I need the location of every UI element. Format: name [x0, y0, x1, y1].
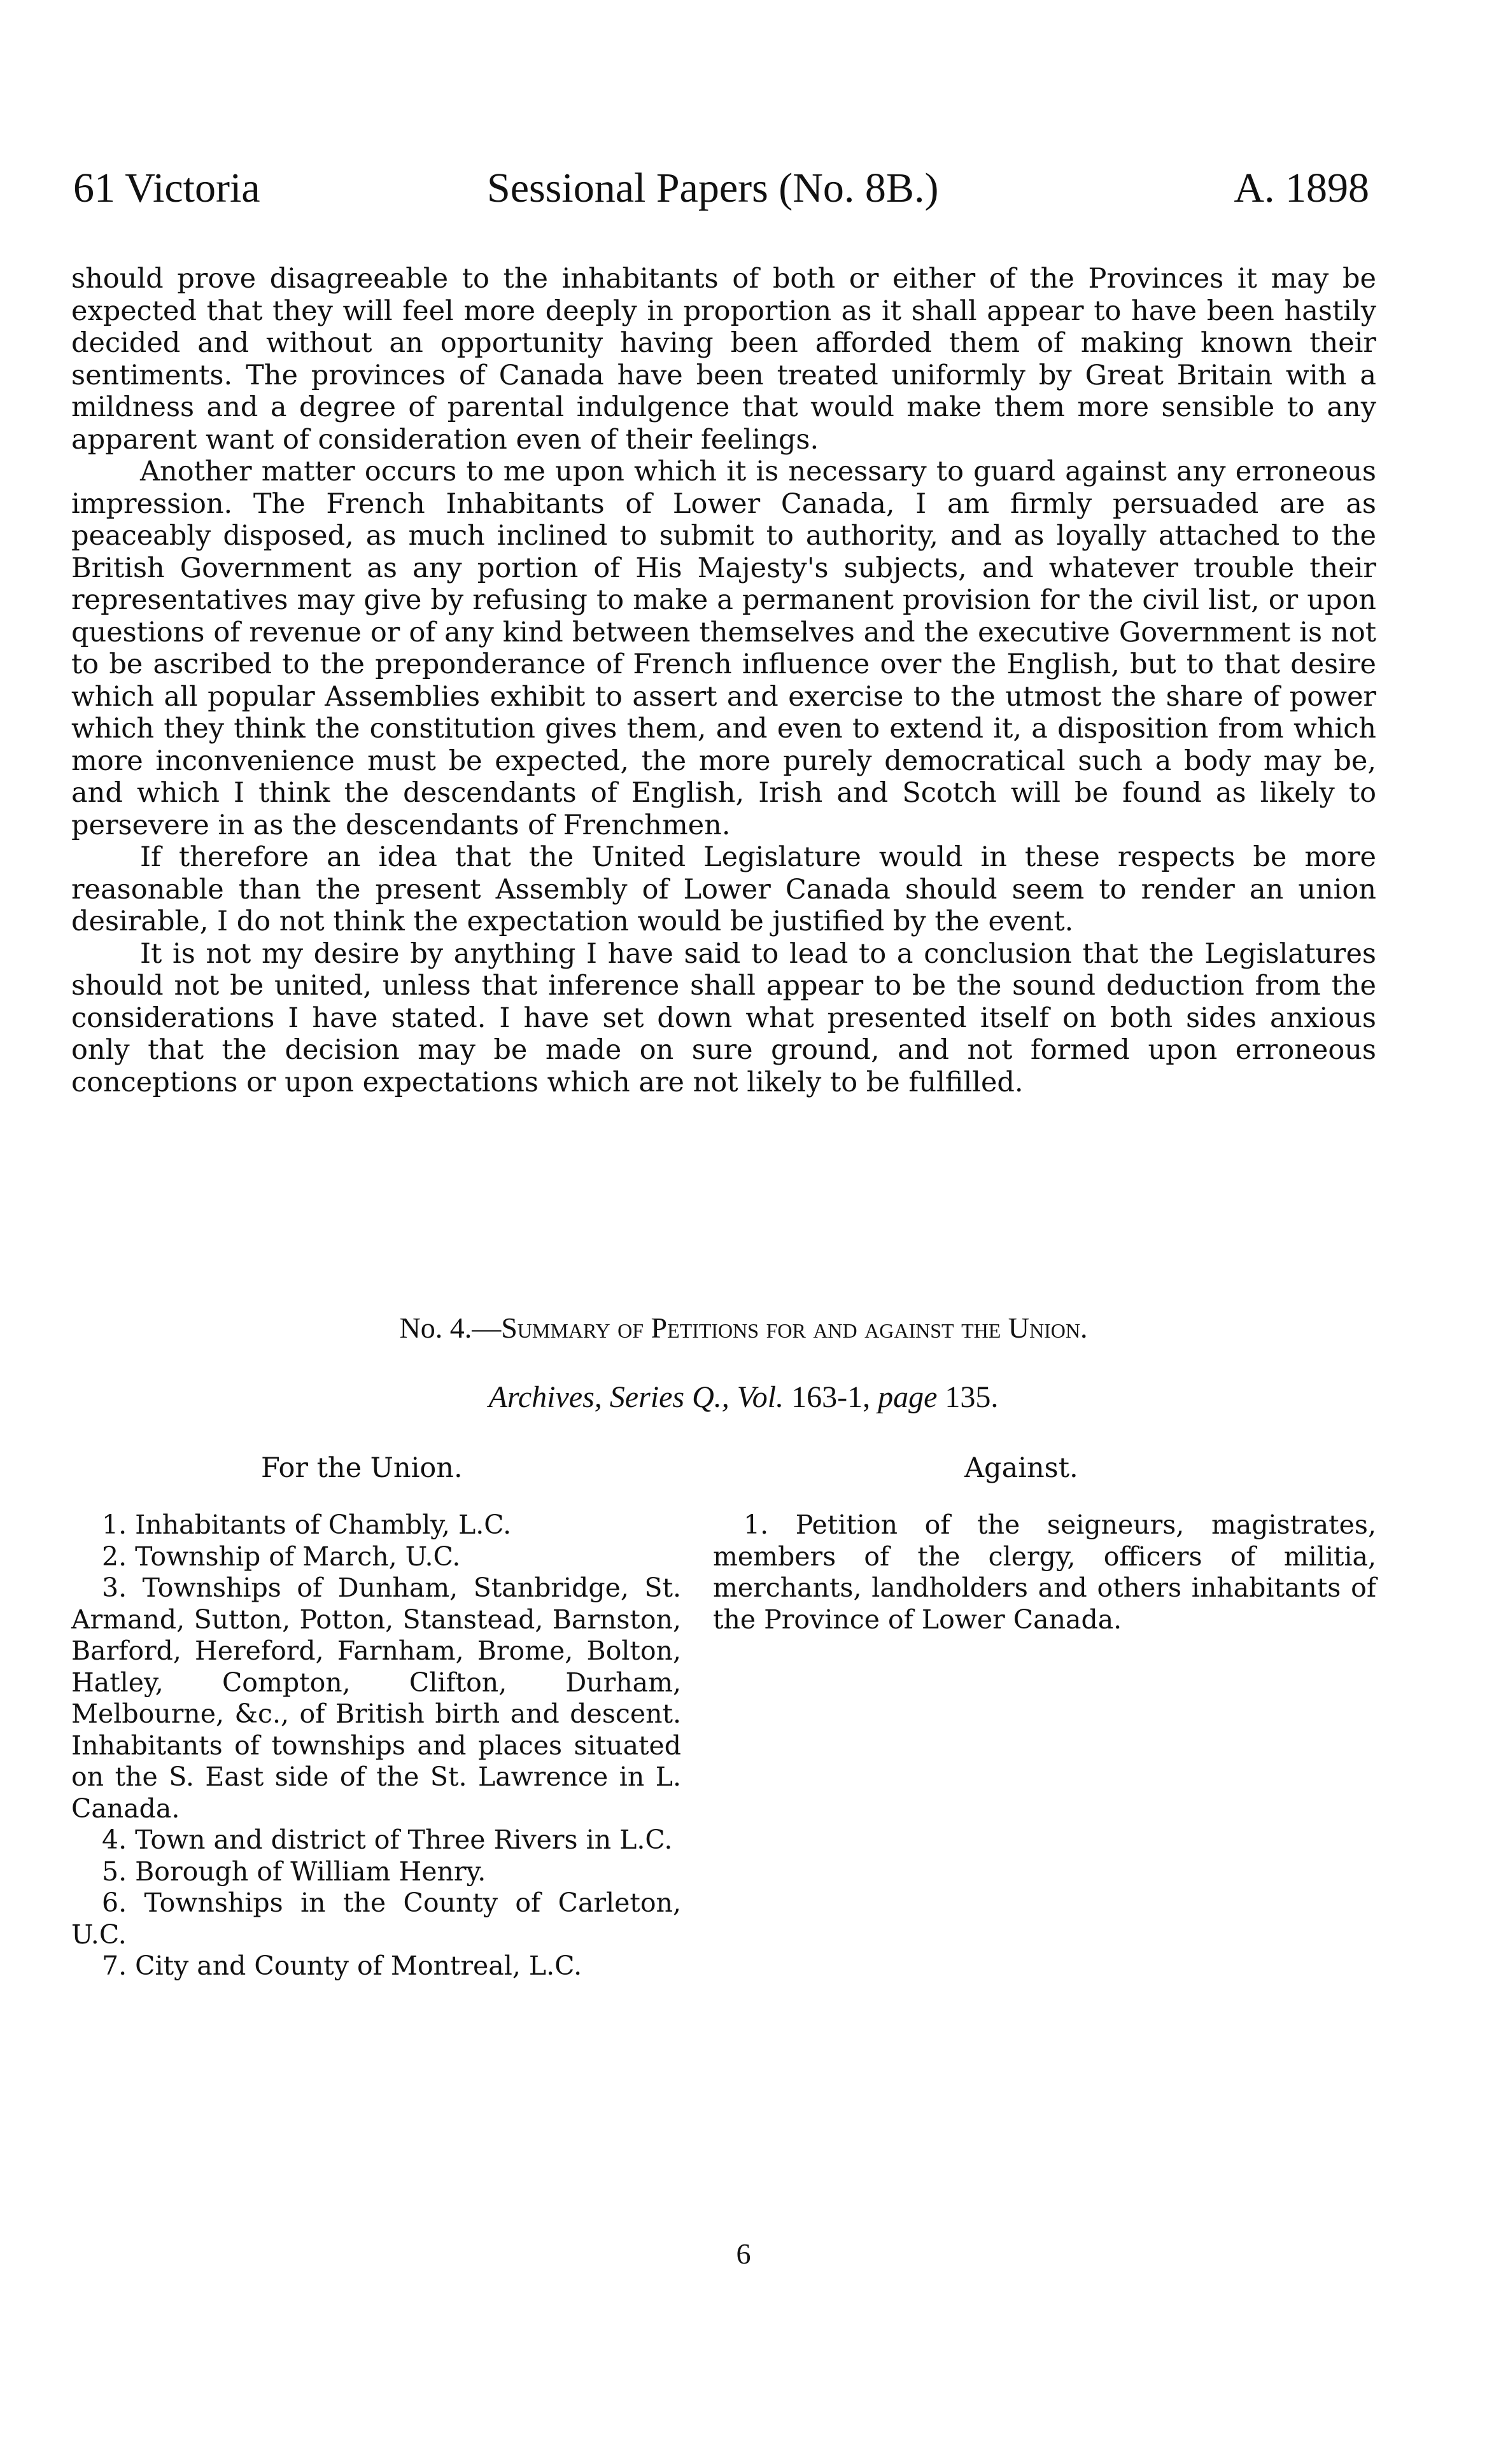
source-series: Series Q.,: [609, 1380, 729, 1414]
body-text: [71, 263, 1376, 1098]
header-title: Sessional Papers (No. 8B.): [487, 165, 939, 211]
source-page-value: 135.: [945, 1380, 999, 1414]
source-vol-value: 163-1,: [791, 1380, 871, 1414]
against-union-list: [713, 1509, 1376, 1635]
header-year: A. 1898: [1234, 165, 1369, 211]
list-item: 7. City and County of Montreal, L.C.: [102, 1950, 582, 1981]
body-paragraph: should prove disagreeable to the inhabitants of both or either of the Provinces it may be expected that they will feel more deeply in proportion as it shall appear to have been hastily decided and without an opportunity having been afforded them of making known their sentiments. The provinces of Canada have been treated uniformly by Great Britain with a mildness and a degree of parental indulgence that would make them more sensible to any apparent want of consideration even of their feelings.: [71, 263, 1376, 456]
page-number: 6: [736, 2237, 751, 2270]
list-item: 3. Townships of Dunham, Stanbridge, St. Armand, Sutton, Potton, Stanstead, Barnston, Barford, Hereford, Farnham, Brome, Bolton, Hatley, Compton, Clifton, Durham, Melbourne, &c., of British birth and descent. Inhabitants of townships and places situated on the S. East side of the St. Lawrence in L. Canada.: [71, 1572, 681, 1824]
archive-reference: [0, 1380, 1487, 1415]
section-title: [0, 1311, 1487, 1345]
body-paragraph: It is not my desire by anything I have said to lead to a conclusion that the Legislatures should not be united, unless that inference shall appear to be the sound deduction from the considerations I have stated. I have set down what presented itself on both sides anxious only that the decision may be made on sure ground, and not formed upon erroneous conceptions or upon expectations which are not likely to be fulfilled.: [71, 937, 1376, 1098]
list-item: 1. Petition of the seigneurs, magistrates, members of the clergy, officers of militia, merchants, landholders and others inhabitants of the Province of Lower Canada.: [713, 1509, 1376, 1635]
for-union-heading: For the Union.: [261, 1452, 463, 1484]
list-item: 6. Townships in the County of Carleton, U.C.: [71, 1887, 681, 1950]
list-item: 2. Township of March, U.C.: [102, 1541, 461, 1572]
source-vol-label: Vol.: [736, 1380, 784, 1414]
header-session: 61 Victoria: [73, 165, 260, 211]
section-heading: Summary of Petitions for and against the Union.: [501, 1312, 1088, 1344]
for-union-list: [71, 1509, 681, 1982]
list-item: 5. Borough of William Henry.: [102, 1856, 486, 1887]
against-union-heading: Against.: [964, 1452, 1078, 1484]
body-paragraph: If therefore an idea that the United Legislature would in these respects be more reasonable than the present Assembly of Lower Canada should seem to render an union desirable, I do not think the expectation would be justified by the event.: [71, 841, 1376, 937]
source-page-label: page: [878, 1380, 938, 1414]
section-number: No. 4.—: [399, 1312, 502, 1344]
list-item: 4. Town and district of Three Rivers in L.C.: [102, 1824, 673, 1855]
list-item: 1. Inhabitants of Chambly, L.C.: [102, 1509, 512, 1540]
running-header: [73, 164, 1369, 221]
body-paragraph: Another matter occurs to me upon which it is necessary to guard against any erroneous impression. The French Inhabitants of Lower Canada, I am firmly persuaded are as peaceably disposed, as much inclined to submit to authority, and as loyally attached to the British Government as any portion of His Majesty's subjects, and whatever trouble their representatives may give by refusing to make a permanent provision for the civil list, or upon questions of revenue or of any kind between themselves and the executive Government is not to be ascribed to the preponderance of French influence over the English, but to that desire which all popular Assemblies exhibit to assert and exercise to the utmost the share of power which they think the constitution gives them, and even to extend it, a disposition from which more inconvenience must be expected, the more purely democratical such a body may be, and which I think the descendants of English, Irish and Scotch will be found as likely to persevere in as the descendants of Frenchmen.: [71, 456, 1376, 841]
source-archives: Archives,: [488, 1380, 602, 1414]
